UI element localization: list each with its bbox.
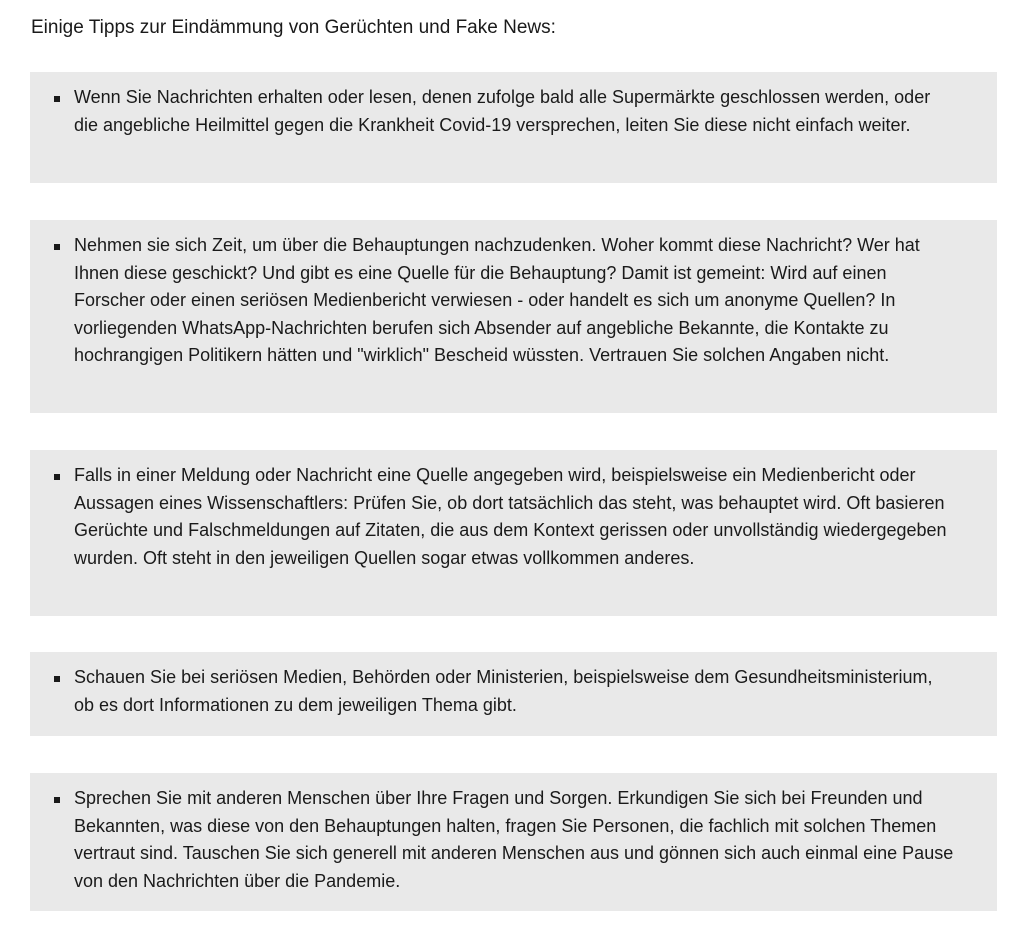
tip-text: Schauen Sie bei seriösen Medien, Behörden oder Ministerien, beispielsweise dem Gesundheitsministerium, ob es dort Informationen zu dem jeweiligen Thema gibt.	[74, 667, 933, 715]
tip-box-unverified-messages	[30, 72, 997, 183]
tip-text: Wenn Sie Nachrichten erhalten oder lesen, denen zufolge bald alle Supermärkte geschlossen werden, oder die angebliche Heilmittel gegen die Krankheit Covid-19 versprechen, leiten Sie diese nicht einfach weiter.	[74, 87, 931, 135]
tip-text: Sprechen Sie mit anderen Menschen über Ihre Fragen und Sorgen. Erkundigen Sie sich bei Freunden und Bekannten, was diese von den Behauptungen halten, fragen Sie Personen, die fachlich mit solchen Themen vertraut sind. Tauschen Sie sich generell mit anderen Menschen aus und gönnen sich auch einmal eine Pause von den Nachrichten über die Pandemie.	[74, 788, 954, 891]
square-bullet-icon	[54, 244, 60, 250]
square-bullet-icon	[54, 474, 60, 480]
square-bullet-icon	[54, 96, 60, 102]
tip-box-verify-quotes	[30, 450, 997, 616]
tip-box-official-sources	[30, 652, 997, 736]
page-title: Einige Tipps zur Eindämmung von Gerüchten und Fake News:	[31, 17, 556, 38]
square-bullet-icon	[54, 797, 60, 803]
tip-box-talk-to-others	[30, 773, 997, 911]
tip-text: Nehmen sie sich Zeit, um über die Behauptungen nachzudenken. Woher kommt diese Nachricht? Wer hat Ihnen diese geschickt? Und gibt es eine Quelle für die Behauptung? Damit ist gemeint: Wird auf einen Forscher oder einen seriösen Medienbericht verwiesen - oder handelt es sich um anonyme Quellen? In vorliegenden WhatsApp-Nachrichten berufen sich Absender auf angebliche Bekannte, die Kontakte zu hochrangigen Politikern hätten und "wirklich" Bescheid wüssten. Vertrauen Sie solchen Angaben nicht.	[74, 235, 920, 365]
tip-text: Falls in einer Meldung oder Nachricht eine Quelle angegeben wird, beispielsweise ein Medienbericht oder Aussagen eines Wissenschaftlers: Prüfen Sie, ob dort tatsächlich das steht, was behauptet wird. Oft basieren Gerüchte und Falschmeldungen auf Zitaten, die aus dem Kontext gerissen oder unvollständig wiedergegeben wurden. Oft steht in den jeweiligen Quellen sogar etwas vollkommen anderes.	[74, 465, 947, 568]
tip-box-check-source	[30, 220, 997, 413]
square-bullet-icon	[54, 676, 60, 682]
